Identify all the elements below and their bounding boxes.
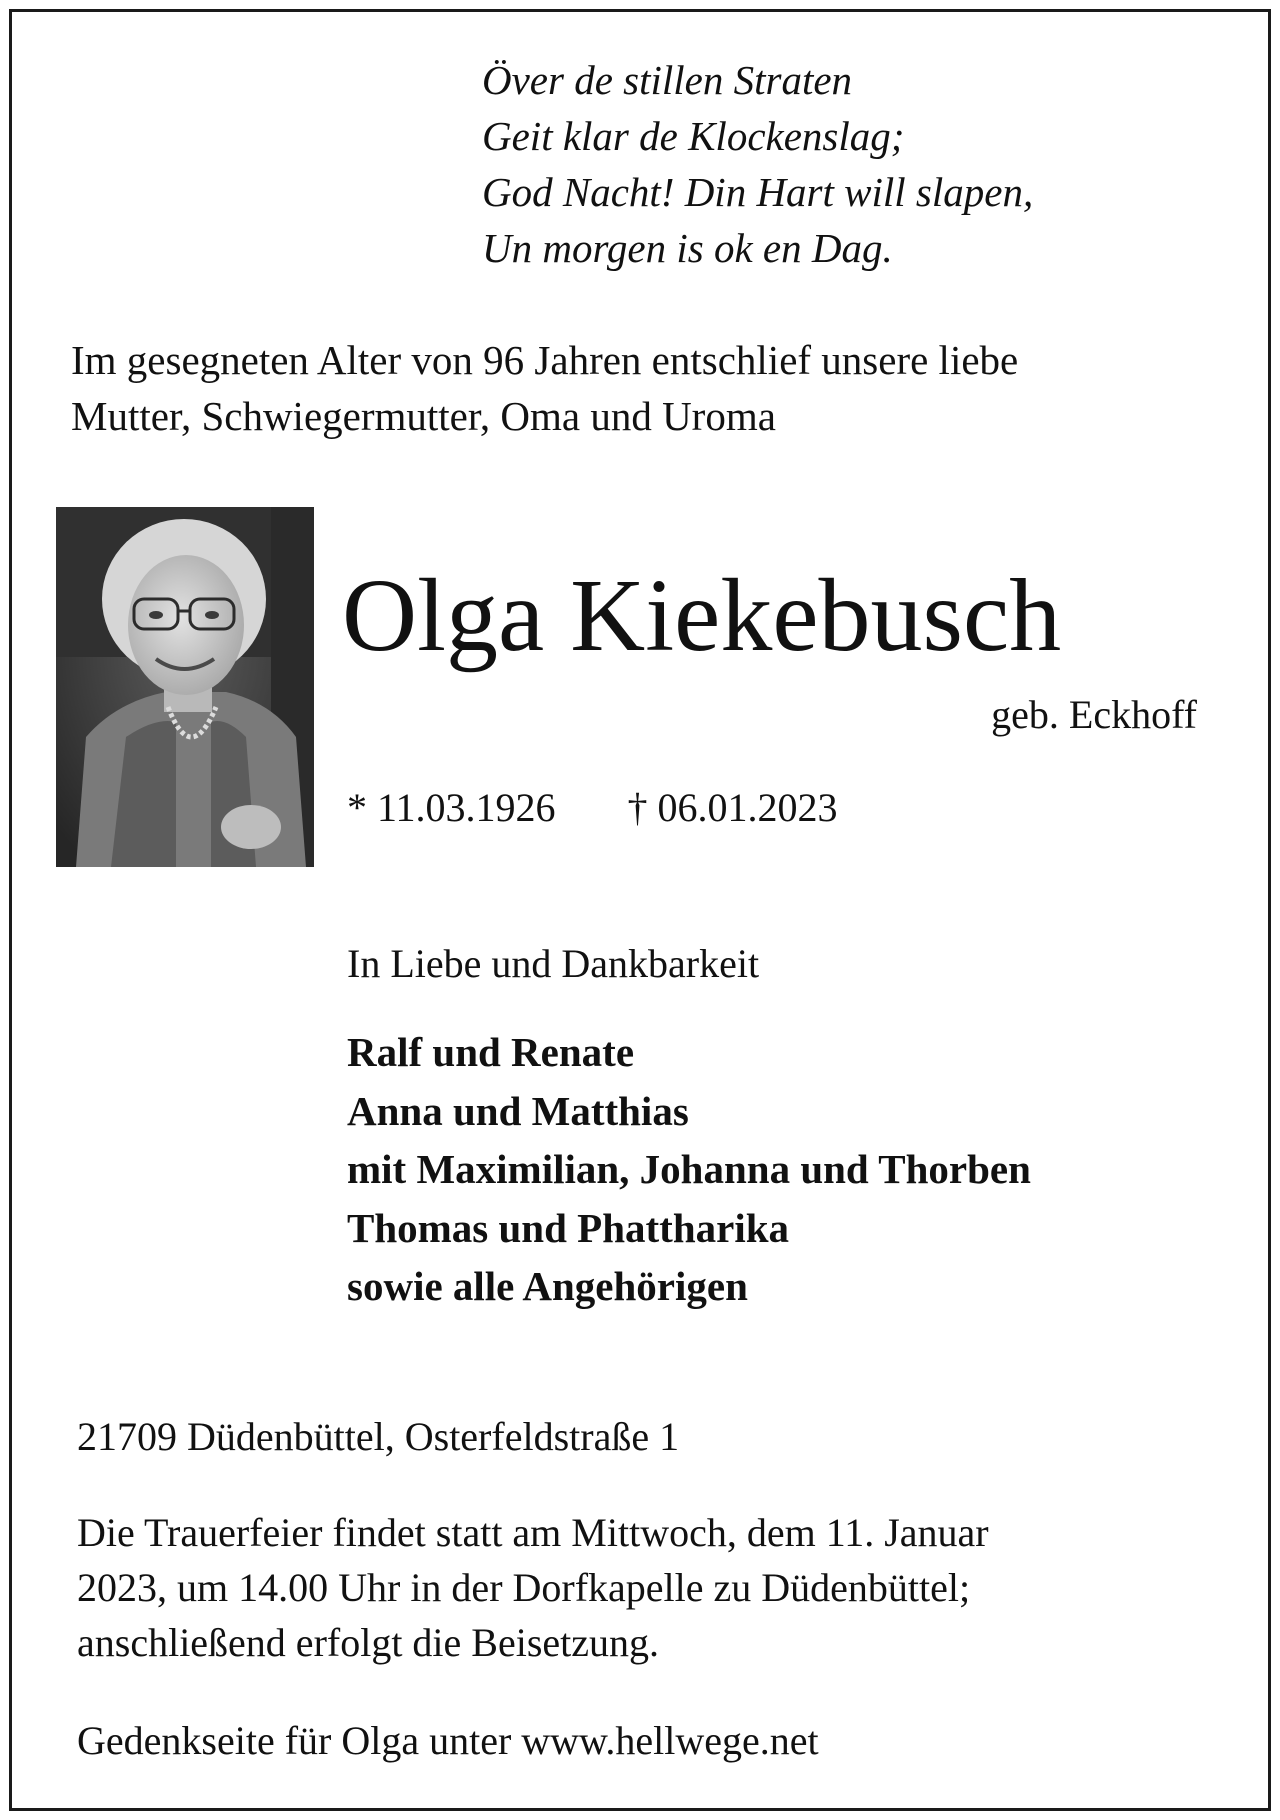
maiden-name: geb. Eckhoff xyxy=(991,692,1197,737)
portrait-photo xyxy=(56,507,314,867)
service-details xyxy=(77,1505,989,1670)
family-list xyxy=(347,1023,1031,1316)
thanks-line: In Liebe und Dankbarkeit xyxy=(347,941,760,986)
deceased-name: Olga Kiekebusch xyxy=(342,558,1062,673)
poem-line: Över de stillen Straten xyxy=(482,57,853,103)
service-line: Die Trauerfeier findet statt am Mittwoch, dem 11. Januar xyxy=(77,1510,989,1555)
intro-text xyxy=(71,332,1018,444)
family-member: Thomas und Phattharika xyxy=(347,1204,790,1251)
family-member: Ralf und Renate xyxy=(347,1029,635,1075)
address: 21709 Düdenbüttel, Osterfeldstraße 1 xyxy=(77,1414,680,1459)
intro-line: Mutter, Schwiegermutter, Oma und Uroma xyxy=(71,393,776,439)
death-date: † 06.01.2023 xyxy=(627,785,838,830)
birth-date: * 11.03.1926 xyxy=(347,785,556,830)
service-line: 2023, um 14.00 Uhr in der Dorfkapelle zu Düdenbüttel; xyxy=(77,1565,971,1610)
family-member: mit Maximilian, Johanna und Thorben xyxy=(347,1146,1031,1192)
memorial-page-note: Gedenkseite für Olga unter www.hellwege.net xyxy=(77,1718,819,1763)
life-dates xyxy=(347,783,838,833)
family-member: Anna und Matthias xyxy=(347,1087,689,1134)
poem-line: God Nacht! Din Hart will slapen, xyxy=(482,169,1034,215)
poem xyxy=(482,52,1033,276)
family-member: sowie alle Angehörigen xyxy=(347,1263,748,1309)
intro-line: Im gesegneten Alter von 96 Jahren entschlief unsere liebe xyxy=(71,337,1019,383)
service-line: anschließend erfolgt die Beisetzung. xyxy=(77,1620,660,1665)
poem-line: Geit klar de Klockenslag; xyxy=(482,113,905,159)
poem-line: Un morgen is ok en Dag. xyxy=(482,225,893,271)
portrait-image xyxy=(56,507,314,867)
